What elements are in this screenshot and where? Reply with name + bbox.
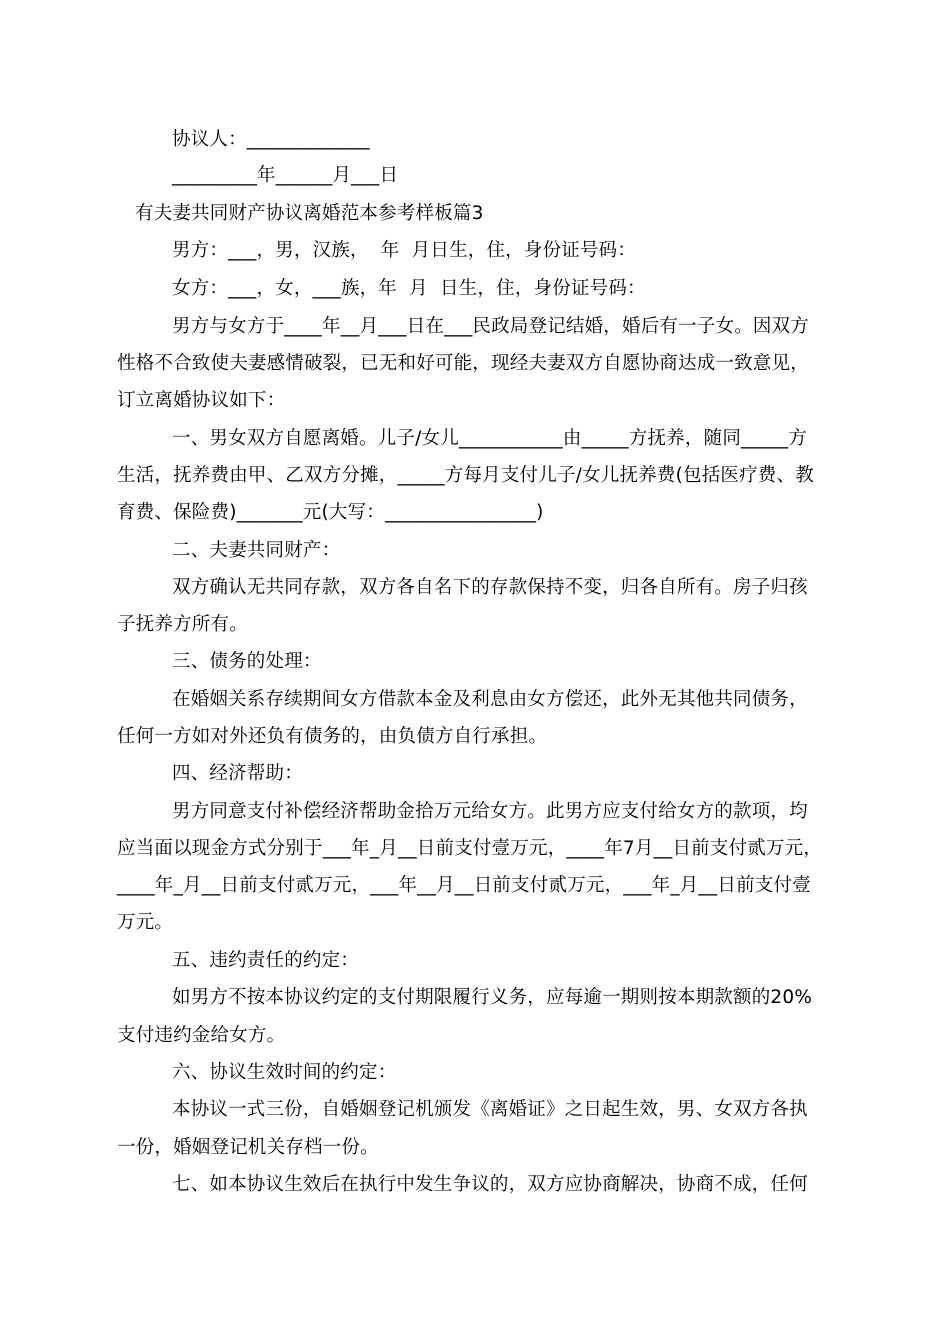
paragraph-line: 一份，婚姻登记机关存档一份。: [117, 1137, 379, 1158]
clause-heading: 六、协议生效时间的约定：: [172, 1062, 397, 1083]
clause-heading: 三、债务的处理：: [172, 651, 322, 672]
paragraph-line: 性格不合致使夫妻感情破裂，已无和好可能，现经夫妻双方自愿协商达成一致意见，: [117, 353, 809, 374]
clause-heading: 五、违约责任的约定：: [172, 950, 360, 971]
paragraph-line: 在婚姻关系存续期间女方借款本金及利息由女方偿还，此外无其他共同债务，: [172, 689, 808, 710]
paragraph-line: 订立离婚协议如下：: [117, 390, 286, 411]
paragraph-line: 子抚养方所有。: [117, 614, 248, 635]
paragraph-line: 如男方不按本协议约定的支付期限履行义务，应每逾一期则按本期款额的20%: [172, 987, 813, 1008]
male-party-line: 男方：___，男，汉族， 年 月日生，住，身份证号码：: [172, 240, 637, 261]
paragraph-line: 男方与女方于____年__月___日在___民政局登记结婚，婚后有一子女。因双方: [172, 316, 810, 337]
paragraph-line: 应当面以现金方式分别于___年_月__日前支付壹万元，____年7月__日前支付贰万元，: [117, 838, 823, 859]
paragraph-line: 双方确认无共同存款，双方各自名下的存款保持不变，归各自所有。房子归孩: [172, 577, 808, 598]
female-party-line: 女方：___，女，___族，年 月 日生，住，身份证号码：: [172, 278, 646, 299]
clause-seven-line: 七、如本协议生效后在执行中发生争议的，双方应协商解决，协商不成，任何: [172, 1174, 808, 1195]
date-line: _________年______月___日: [172, 165, 399, 186]
paragraph-line: 任何一方如对外还负有债务的，由负债方自行承担。: [117, 726, 548, 747]
paragraph-line: 生活，抚养费由甲、乙双方分摊，_____方每月支付儿子/女儿抚养费(包括医疗费、教: [117, 465, 814, 486]
paragraph-line: 支付违约金给女方。: [117, 1025, 286, 1046]
clause-heading: 二、夫妻共同财产：: [172, 540, 341, 561]
paragraph-line: 万元。: [117, 912, 174, 933]
paragraph-line: 男方同意支付补偿经济帮助金拾万元给女方。此男方应支付给女方的款项，均: [172, 801, 808, 822]
clause-one-line: 一、男女双方自愿离婚。儿子/女儿___________由_____方抚养，随同_____方: [172, 428, 807, 449]
paragraph-line: 本协议一式三份，自婚姻登记机颁发《离婚证》之日起生效，男、女双方各执: [172, 1099, 808, 1120]
signer-line: 协议人：_____________: [172, 129, 370, 150]
clause-heading: 四、经济帮助：: [172, 763, 303, 784]
paragraph-line: ____年_月__日前支付贰万元，___年__月__日前支付贰万元，___年_月__日前支付壹: [117, 875, 811, 896]
section-title: 有夫妻共同财产协议离婚范本参考样板篇3: [135, 203, 484, 224]
paragraph-line: 育费、保险费)_______元(大写：________________): [117, 502, 544, 523]
